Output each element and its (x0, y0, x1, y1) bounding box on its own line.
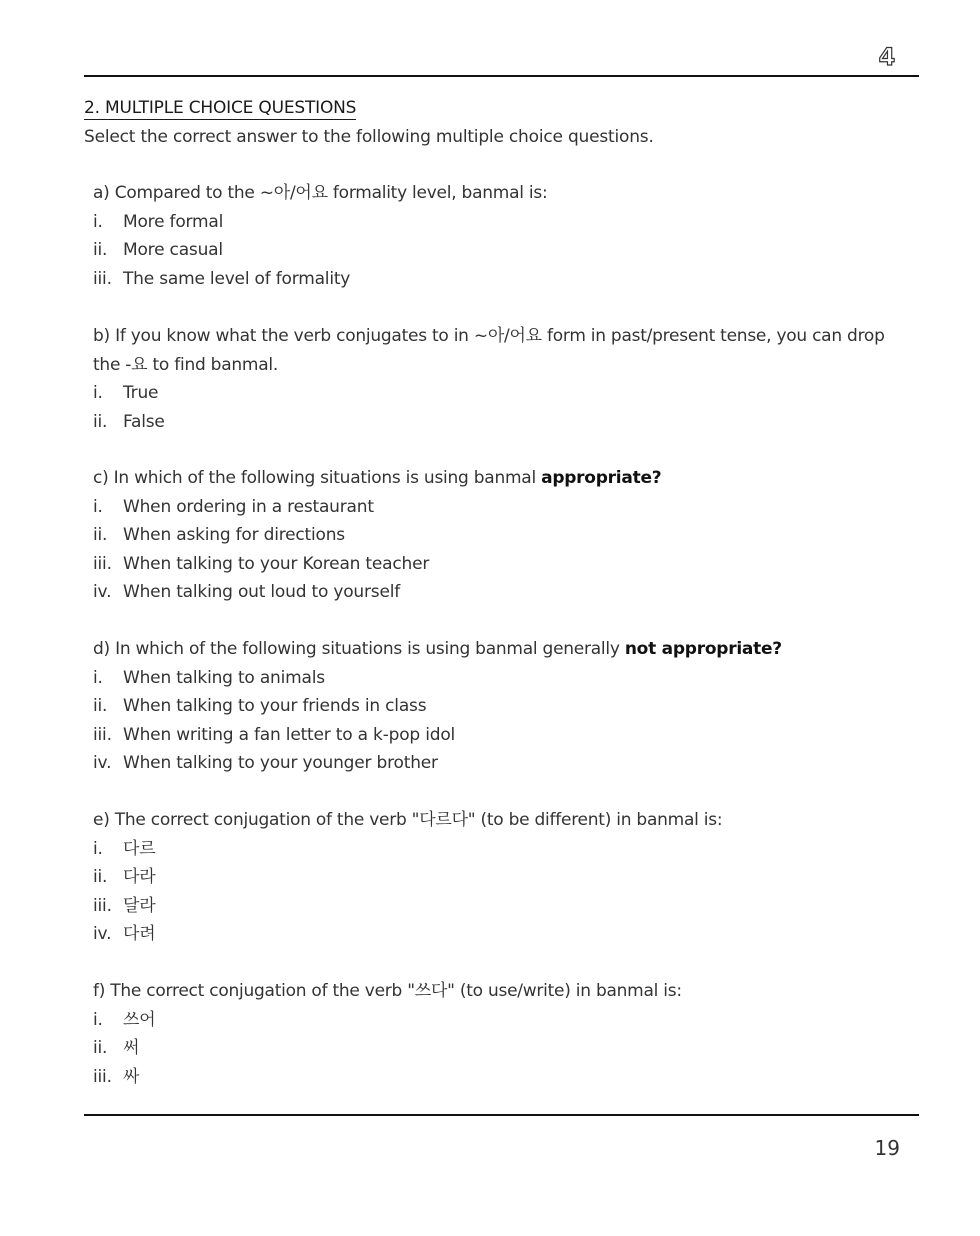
question-text: d) In which of the following situations is using banmal generally not appropriate? (93, 639, 782, 659)
option-item[interactable]: ii. More casual (93, 240, 223, 260)
question-text: a) Compared to the ~아/어요 formality level, banmal is: (93, 183, 548, 203)
section-title: 2. MULTIPLE CHOICE QUESTIONS (84, 98, 357, 118)
header-divider (84, 75, 919, 77)
section-instruction: Select the correct answer to the following multiple choice questions. (84, 127, 654, 147)
option-item[interactable]: iv. 다려 (93, 924, 156, 944)
chapter-number: 4 (878, 43, 896, 71)
footer-divider (84, 1114, 919, 1116)
option-item[interactable]: ii. 써 (93, 1038, 140, 1058)
question-c (93, 464, 913, 607)
option-item[interactable]: i. True (93, 383, 159, 403)
option-item[interactable]: iii. The same level of formality (93, 268, 351, 289)
question-text: b) If you know what the verb conjugates to in ~아/어요 form in past/present tense, you can drop the -요 to find banmal. (93, 326, 885, 375)
option-item[interactable]: i. When ordering in a restaurant (93, 496, 374, 517)
option-item[interactable]: i. 쓰어 (93, 1009, 156, 1030)
emphasis-text: appropriate? (541, 468, 662, 488)
option-item[interactable]: iii. 싸 (93, 1066, 140, 1087)
page-number: 19 (874, 1136, 900, 1160)
option-item[interactable]: i. More formal (93, 211, 224, 232)
question-text: e) The correct conjugation of the verb "다르다" (to be different) in banmal is: (93, 810, 723, 830)
emphasis-text: not appropriate? (624, 639, 782, 659)
option-item[interactable]: iv. When talking to your younger brother (93, 753, 438, 773)
option-item[interactable]: ii. When asking for directions (93, 525, 345, 545)
question-text: f) The correct conjugation of the verb "쓰다" (to use/write) in banmal is: (93, 981, 682, 1001)
option-item[interactable]: iv. When talking out loud to yourself (93, 582, 401, 602)
question-a (93, 179, 913, 293)
option-item[interactable]: i. 다르 (93, 838, 156, 859)
question-b (93, 322, 913, 436)
option-item[interactable]: i. When talking to animals (93, 667, 325, 688)
question-d (93, 635, 913, 778)
option-item[interactable]: iii. When writing a fan letter to a k-pop idol (93, 724, 456, 745)
option-item[interactable]: iii. When talking to your Korean teacher (93, 553, 430, 574)
question-text: c) In which of the following situations is using banmal appropriate? (93, 468, 662, 488)
option-item[interactable]: ii. False (93, 411, 165, 432)
option-item[interactable]: ii. When talking to your friends in class (93, 696, 427, 716)
question-f (93, 977, 913, 1091)
option-item[interactable]: iii. 달라 (93, 895, 156, 916)
option-item[interactable]: ii. 다라 (93, 867, 156, 887)
question-e (93, 806, 913, 949)
